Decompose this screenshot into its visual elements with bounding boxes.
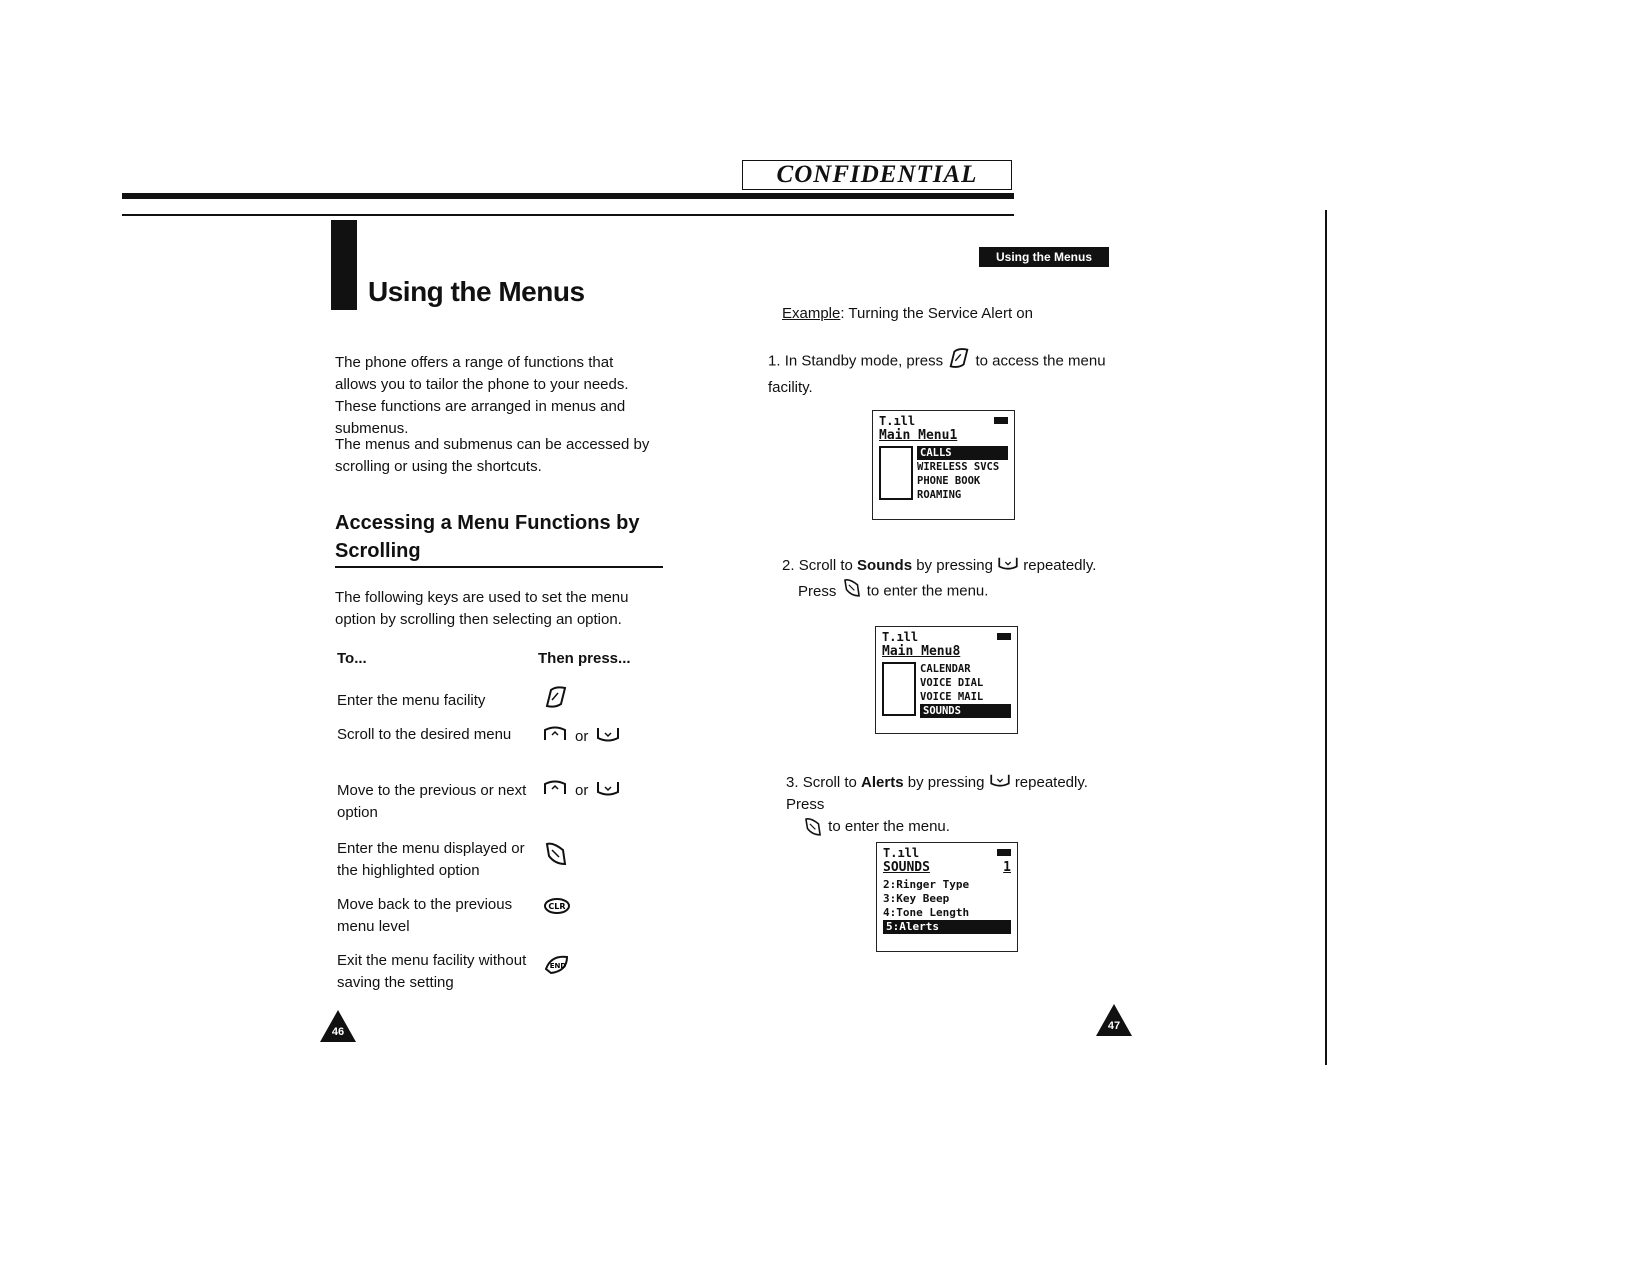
scroll-down-key-icon	[997, 555, 1019, 577]
table-row-label: Enter the menu facility	[337, 692, 486, 709]
intro-paragraph: The phone offers a range of functions that allows you to tailor the phone to your needs. These functions are arranged in menus and submenus.	[335, 354, 629, 437]
screen-title-number: 1	[1003, 860, 1011, 875]
step-text: by pressing	[907, 774, 985, 791]
page-title: Using the Menus	[368, 276, 585, 307]
svg-text:CLR: CLR	[548, 902, 566, 911]
step-1	[768, 346, 1108, 399]
step-text: Press	[798, 582, 837, 600]
select-key-icon	[543, 840, 569, 872]
scroll-down-key-icon	[989, 772, 1011, 794]
confidential-stamp: CONFIDENTIAL	[742, 160, 1012, 190]
step-number: 2.	[782, 557, 795, 574]
screen-item: 3:Key Beep	[883, 892, 950, 905]
table-row-label: Exit the menu facility without saving the setting	[337, 952, 527, 991]
header-rule-thick	[122, 193, 1014, 199]
step-text: by pressing	[916, 557, 993, 574]
table-row-keys	[543, 952, 571, 980]
battery-icon	[997, 633, 1011, 640]
end-key-icon	[543, 951, 571, 981]
step-number: 3.	[786, 774, 799, 791]
step-text: Scroll to	[798, 557, 853, 574]
sounds-icon	[882, 662, 916, 716]
access-paragraph: The menus and submenus can be accessed by scrolling or using the shortcuts.	[335, 436, 650, 475]
subheading: Accessing a Menu Functions by Scrolling	[335, 512, 640, 562]
step-text: to access the menu facility.	[768, 352, 1106, 396]
screen-item: 2:Ringer Type	[883, 878, 970, 891]
table-row-label: Enter the menu displayed or the highlighted option	[337, 840, 525, 879]
select-key-icon	[841, 577, 863, 606]
signal-icon: T.ıll	[883, 846, 920, 860]
title-bar	[331, 220, 357, 310]
header-rule-thin	[122, 214, 1014, 216]
page-edge-line	[1325, 210, 1327, 1065]
calls-icon	[879, 446, 913, 500]
table-row-label: Move back to the previous menu level	[337, 896, 513, 935]
screen-item: WIRELESS SVCS	[917, 461, 1000, 473]
scroll-down-key-icon	[596, 780, 620, 800]
screen-title: Main Menu8	[882, 644, 961, 659]
table-row-keys	[543, 685, 569, 713]
step-text: repeatedly. Press	[786, 774, 1088, 814]
section-tab: Using the Menus	[979, 247, 1109, 267]
screen-item: SOUNDS	[920, 704, 1011, 718]
page-number-left	[320, 1010, 356, 1042]
scroll-up-key-icon	[543, 780, 567, 800]
screen-item: ROAMING	[917, 489, 962, 501]
svg-text:END: END	[549, 962, 567, 970]
step-text: Scroll to	[802, 774, 857, 791]
table-row-keys	[543, 776, 620, 804]
step-bold: Alerts	[861, 774, 904, 791]
table-row-keys	[543, 722, 620, 750]
screen-item: CALLS	[917, 446, 1008, 460]
screen-item: VOICE MAIL	[920, 691, 984, 703]
signal-icon: T.ıll	[882, 630, 919, 644]
example-text: : Turning the Service Alert on	[840, 305, 1033, 322]
screen-item: 4:Tone Length	[883, 906, 970, 919]
screen-item: PHONE BOOK	[917, 475, 981, 487]
signal-icon: T.ıll	[879, 414, 916, 428]
battery-icon	[997, 849, 1011, 856]
step-text: repeatedly.	[1023, 557, 1097, 574]
scroll-down-key-icon	[596, 726, 620, 746]
phone-screen-2	[875, 626, 1018, 734]
step-text: to enter the menu.	[828, 818, 950, 836]
screen-title: Main Menu1	[879, 428, 958, 443]
step-2	[782, 555, 1122, 606]
phone-screen-1	[872, 410, 1015, 520]
page-number-right	[1096, 1004, 1132, 1036]
battery-icon	[994, 417, 1008, 424]
screen-title-row	[877, 860, 1017, 876]
page-number-text: 47	[1107, 1020, 1121, 1032]
scroll-up-key-icon	[543, 726, 567, 746]
subheading-rule	[335, 566, 663, 568]
step-3	[786, 772, 1126, 838]
screen-item: CALENDAR	[920, 663, 971, 675]
table-row-keys	[543, 842, 569, 870]
table-row-keys	[543, 894, 571, 922]
table-header-then: Then press...	[538, 650, 631, 667]
menu-key-icon	[543, 684, 569, 714]
table-row-label: Scroll to the desired menu	[337, 726, 512, 743]
page-number-text: 46	[331, 1026, 345, 1038]
table-row-label: Move to the previous or next option	[337, 782, 527, 821]
phone-screen-3	[876, 842, 1018, 952]
keys-intro-paragraph: The following keys are used to set the menu option by scrolling then selecting an option.	[335, 589, 629, 628]
table-header-to: To...	[337, 650, 367, 667]
select-key-icon	[786, 818, 828, 835]
example-label: Example	[782, 305, 841, 322]
step-text: to enter the menu.	[866, 582, 989, 600]
clr-key-icon	[543, 897, 571, 919]
screen-item: VOICE DIAL	[920, 677, 984, 689]
step-number: 1.	[768, 352, 781, 370]
step-bold: Sounds	[857, 557, 913, 574]
step-text: In Standby mode, press	[784, 352, 944, 370]
menu-key-icon	[947, 346, 971, 377]
screen-title: SOUNDS	[883, 860, 930, 875]
or-text: or	[575, 727, 589, 745]
screen-item: 5:Alerts	[883, 920, 1011, 934]
example-heading	[782, 305, 1033, 322]
or-text: or	[575, 781, 589, 799]
